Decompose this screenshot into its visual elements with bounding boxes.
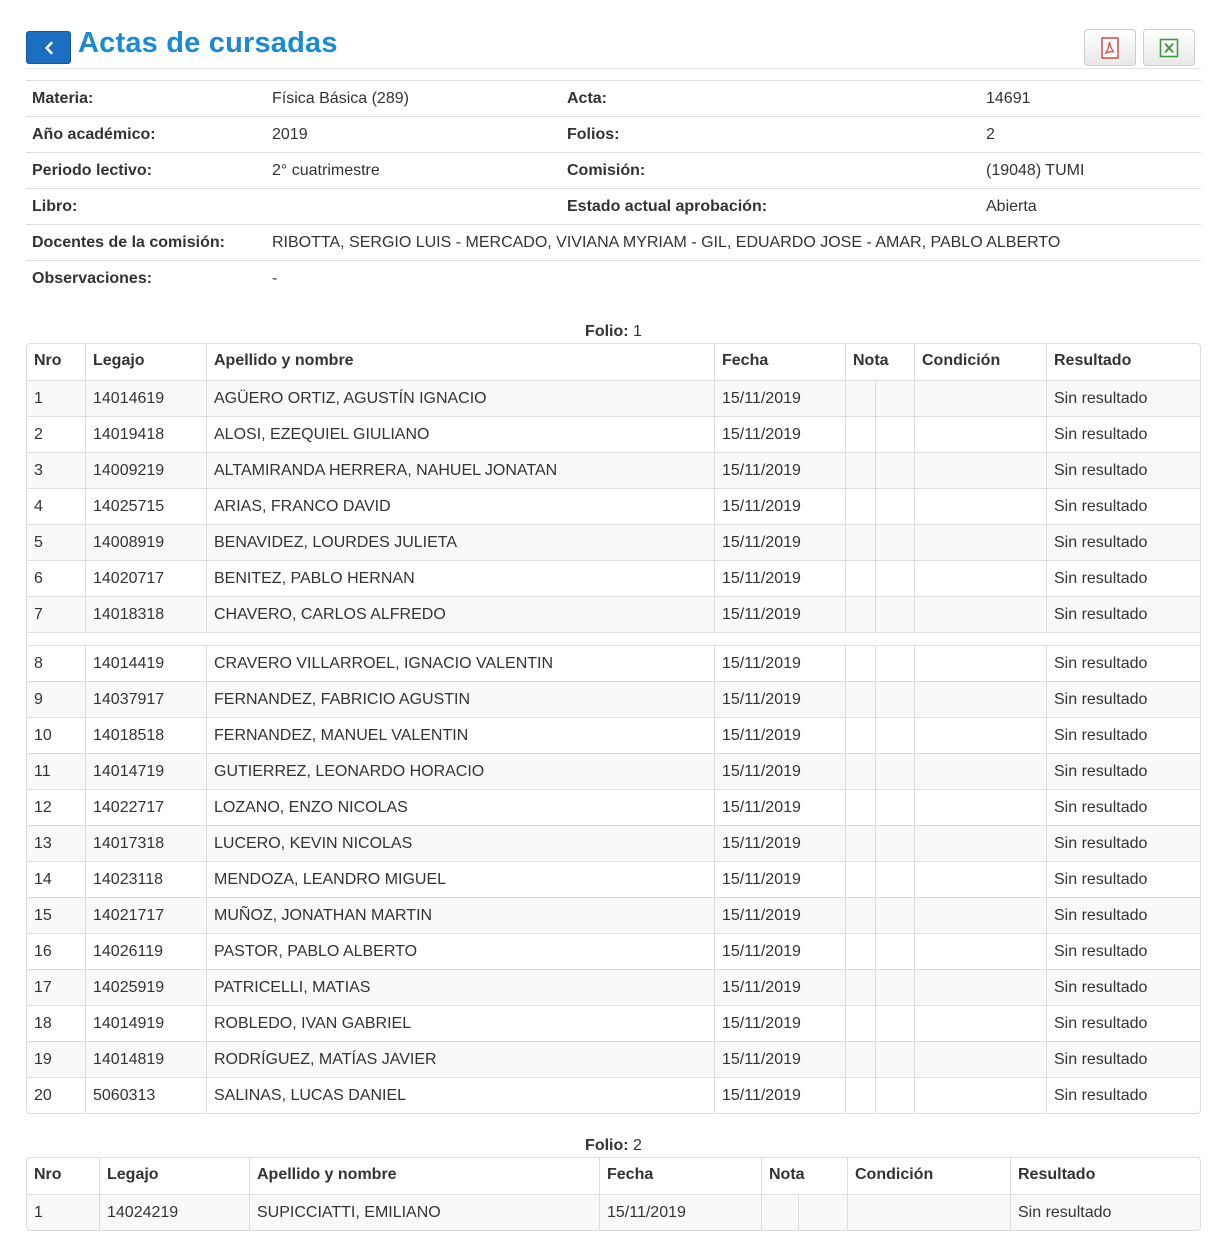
nota-subcell-divider <box>875 489 876 524</box>
cell-legajo: 5060313 <box>85 1078 206 1113</box>
cell-nota <box>845 489 914 524</box>
cell-nro: 1 <box>34 390 43 407</box>
cell-nota <box>845 970 914 1005</box>
folio-number: 2 <box>633 1137 642 1154</box>
table-row <box>27 488 1200 524</box>
cell-nro: 3 <box>34 462 43 479</box>
table-row <box>27 1005 1200 1041</box>
cell-nro: 16 <box>34 943 52 960</box>
comision-label: Comisión: <box>567 162 646 179</box>
cell-nro: 15 <box>34 907 52 924</box>
cell-nota <box>845 1042 914 1077</box>
cell-nro: 4 <box>34 498 43 515</box>
cell-nota <box>845 826 914 861</box>
folio-1-table <box>26 343 1201 1114</box>
cell-condicion <box>914 718 1046 753</box>
cell-nombre: CHAVERO, CARLOS ALFREDO <box>206 597 714 632</box>
table-row <box>27 861 1200 897</box>
cell-fecha: 15/11/2019 <box>714 1006 845 1041</box>
cell-nombre: PASTOR, PABLO ALBERTO <box>206 934 714 969</box>
nota-subcell-divider <box>875 381 876 416</box>
cell-condicion <box>914 862 1046 897</box>
cell-nombre: MENDOZA, LEANDRO MIGUEL <box>206 862 714 897</box>
cell-fecha: 15/11/2019 <box>714 525 845 560</box>
table-header-row <box>27 344 1200 380</box>
excel-file-icon <box>1159 38 1179 58</box>
cell-nombre: ARIAS, FRANCO DAVID <box>206 489 714 524</box>
nota-subcell-divider <box>875 898 876 933</box>
page-title: Actas de cursadas <box>78 27 338 59</box>
cell-condicion <box>914 934 1046 969</box>
cell-fecha: 15/11/2019 <box>714 790 845 825</box>
cell-nota <box>845 453 914 488</box>
cell-resultado: Sin resultado <box>1046 1006 1201 1041</box>
cell-resultado: Sin resultado <box>1046 934 1201 969</box>
cell-nota <box>845 1078 914 1113</box>
cell-nota <box>761 1195 847 1230</box>
cell-fecha: 15/11/2019 <box>714 970 845 1005</box>
cell-condicion <box>914 453 1046 488</box>
cell-legajo: 14019418 <box>85 417 206 452</box>
cell-resultado: Sin resultado <box>1046 597 1201 632</box>
cell-nro: 5 <box>34 534 43 551</box>
nota-subcell-divider <box>875 754 876 789</box>
cell-condicion <box>914 970 1046 1005</box>
cell-nota <box>845 417 914 452</box>
pdf-file-icon <box>1100 37 1120 59</box>
cell-resultado: Sin resultado <box>1046 718 1201 753</box>
nota-subcell-divider <box>875 1042 876 1077</box>
cell-resultado: Sin resultado <box>1046 754 1201 789</box>
table-gap <box>27 632 1200 645</box>
cell-nro: 18 <box>34 1015 52 1032</box>
cell-nota <box>845 646 914 681</box>
column-header-nota: Nota <box>761 1158 847 1194</box>
estado-label: Estado actual aprobación: <box>567 198 768 215</box>
cell-nro: 12 <box>34 799 52 816</box>
observaciones-label: Observaciones: <box>32 270 153 287</box>
info-row <box>26 117 1201 153</box>
page <box>26 0 1201 1221</box>
cell-resultado: Sin resultado <box>1046 970 1201 1005</box>
nota-subcell-divider <box>875 862 876 897</box>
folios-value: 2 <box>986 126 995 143</box>
cell-fecha: 15/11/2019 <box>714 754 845 789</box>
table-row <box>27 681 1200 717</box>
cell-nombre: LUCERO, KEVIN NICOLAS <box>206 826 714 861</box>
column-header-resultado: Resultado <box>1010 1158 1201 1194</box>
cell-condicion <box>914 826 1046 861</box>
cell-nombre: RODRÍGUEZ, MATÍAS JAVIER <box>206 1042 714 1077</box>
cell-nombre: ALOSI, EZEQUIEL GIULIANO <box>206 417 714 452</box>
info-row <box>26 81 1201 117</box>
cell-nota <box>845 597 914 632</box>
table-row <box>27 560 1200 596</box>
column-header-fecha: Fecha <box>599 1158 761 1194</box>
cell-fecha: 15/11/2019 <box>714 934 845 969</box>
cell-condicion <box>914 417 1046 452</box>
cell-legajo: 14020717 <box>85 561 206 596</box>
cell-nombre: BENAVIDEZ, LOURDES JULIETA <box>206 525 714 560</box>
cell-nombre: FERNANDEZ, FABRICIO AGUSTIN <box>206 682 714 717</box>
cell-resultado: Sin resultado <box>1046 453 1201 488</box>
nota-subcell-divider <box>875 1078 876 1113</box>
nota-subcell-divider <box>875 417 876 452</box>
cell-fecha: 15/11/2019 <box>714 489 845 524</box>
back-button[interactable] <box>26 31 71 64</box>
column-header-nota: Nota <box>845 344 914 380</box>
nota-subcell-divider <box>875 1006 876 1041</box>
cell-nro: 9 <box>34 691 43 708</box>
cell-nro: 14 <box>34 871 52 888</box>
column-header-legajo: Legajo <box>99 1158 249 1194</box>
table-row <box>27 933 1200 969</box>
cell-condicion <box>914 561 1046 596</box>
table-row <box>27 969 1200 1005</box>
cell-nota <box>845 381 914 416</box>
cell-nota <box>845 898 914 933</box>
folio-label: Folio: <box>585 1137 629 1154</box>
cell-resultado: Sin resultado <box>1046 417 1201 452</box>
comision-value: (19048) TUMI <box>986 162 1085 179</box>
cell-fecha: 15/11/2019 <box>714 561 845 596</box>
column-header-resultado: Resultado <box>1046 344 1201 380</box>
cell-nombre: ROBLEDO, IVAN GABRIEL <box>206 1006 714 1041</box>
cell-resultado: Sin resultado <box>1046 561 1201 596</box>
cell-legajo: 14009219 <box>85 453 206 488</box>
cell-nombre: PATRICELLI, MATIAS <box>206 970 714 1005</box>
table-row <box>27 897 1200 933</box>
cell-legajo: 14014619 <box>85 381 206 416</box>
cell-fecha: 15/11/2019 <box>714 718 845 753</box>
nota-subcell-divider <box>875 453 876 488</box>
nota-subcell-divider <box>875 790 876 825</box>
column-header-nombre: Apellido y nombre <box>249 1158 599 1194</box>
cell-nota <box>845 682 914 717</box>
materia-label: Materia: <box>32 90 94 107</box>
info-row <box>26 261 1201 296</box>
cell-resultado: Sin resultado <box>1046 1078 1201 1113</box>
cell-nota <box>845 934 914 969</box>
table-row <box>27 596 1200 632</box>
cell-nro: 2 <box>34 426 43 443</box>
cell-legajo: 14026119 <box>85 934 206 969</box>
cell-nombre: BENITEZ, PABLO HERNAN <box>206 561 714 596</box>
acta-label: Acta: <box>567 90 608 107</box>
cell-resultado: Sin resultado <box>1046 862 1201 897</box>
cell-fecha: 15/11/2019 <box>599 1195 761 1230</box>
table-row <box>27 717 1200 753</box>
cell-fecha: 15/11/2019 <box>714 682 845 717</box>
cell-nota <box>845 525 914 560</box>
cell-legajo: 14017318 <box>85 826 206 861</box>
cell-condicion <box>914 1006 1046 1041</box>
cell-nota <box>845 790 914 825</box>
cell-legajo: 14014719 <box>85 754 206 789</box>
cell-legajo: 14021717 <box>85 898 206 933</box>
cell-nota <box>845 1006 914 1041</box>
cell-nro: 6 <box>34 570 43 587</box>
folio-2-title <box>26 1137 1201 1155</box>
cell-nro: 19 <box>34 1051 52 1068</box>
column-header-legajo: Legajo <box>85 344 206 380</box>
cell-resultado: Sin resultado <box>1046 489 1201 524</box>
cell-resultado: Sin resultado <box>1046 381 1201 416</box>
nota-subcell-divider <box>875 646 876 681</box>
nota-subcell-divider <box>875 597 876 632</box>
cell-legajo: 14025919 <box>85 970 206 1005</box>
folio-1-title <box>26 323 1201 341</box>
cell-nota <box>845 561 914 596</box>
cell-resultado: Sin resultado <box>1046 525 1201 560</box>
table-row <box>27 789 1200 825</box>
nota-subcell-divider <box>875 525 876 560</box>
nota-subcell-divider <box>875 682 876 717</box>
cell-resultado: Sin resultado <box>1046 790 1201 825</box>
cell-nombre: AGÜERO ORTIZ, AGUSTÍN IGNACIO <box>206 381 714 416</box>
cell-nombre: ALTAMIRANDA HERRERA, NAHUEL JONATAN <box>206 453 714 488</box>
cell-nro: 7 <box>34 606 43 623</box>
libro-label: Libro: <box>32 198 78 215</box>
info-row <box>26 153 1201 189</box>
cell-nombre: SALINAS, LUCAS DANIEL <box>206 1078 714 1113</box>
cell-nro: 20 <box>34 1087 52 1104</box>
cell-condicion <box>914 898 1046 933</box>
table-row <box>27 524 1200 560</box>
info-row <box>26 225 1201 261</box>
table-row <box>27 1041 1200 1077</box>
nota-subcell-divider <box>875 970 876 1005</box>
folio-label: Folio: <box>585 323 629 340</box>
cell-legajo: 14014419 <box>85 646 206 681</box>
info-row <box>26 189 1201 225</box>
cell-legajo: 14008919 <box>85 525 206 560</box>
cell-fecha: 15/11/2019 <box>714 381 845 416</box>
cell-fecha: 15/11/2019 <box>714 597 845 632</box>
cell-nota <box>845 862 914 897</box>
page-header <box>26 0 1201 69</box>
cell-nro: 8 <box>34 655 43 672</box>
cell-nro: 10 <box>34 727 52 744</box>
folio-number: 1 <box>633 323 642 340</box>
anio-value: 2019 <box>272 126 308 143</box>
cell-condicion <box>847 1195 1010 1230</box>
cell-nota <box>845 718 914 753</box>
table-row <box>27 416 1200 452</box>
table-row <box>27 753 1200 789</box>
cell-resultado: Sin resultado <box>1046 646 1201 681</box>
table-row <box>27 452 1200 488</box>
nota-subcell-divider <box>875 934 876 969</box>
materia-value: Física Básica (289) <box>272 90 409 107</box>
cell-fecha: 15/11/2019 <box>714 898 845 933</box>
cell-resultado: Sin resultado <box>1046 1042 1201 1077</box>
column-header-nro: Nro <box>34 352 62 369</box>
nota-subcell-divider <box>875 718 876 753</box>
column-header-nro: Nro <box>34 1166 62 1183</box>
acta-info <box>26 80 1201 296</box>
nota-subcell-divider <box>798 1195 799 1230</box>
cell-legajo: 14014819 <box>85 1042 206 1077</box>
cell-legajo: 14024219 <box>99 1195 249 1230</box>
cell-legajo: 14018518 <box>85 718 206 753</box>
cell-resultado: Sin resultado <box>1010 1195 1201 1230</box>
cell-nota <box>845 754 914 789</box>
cell-condicion <box>914 1078 1046 1113</box>
cell-resultado: Sin resultado <box>1046 682 1201 717</box>
table-row <box>27 1194 1200 1230</box>
folio-2-table <box>26 1157 1201 1231</box>
estado-value: Abierta <box>986 198 1037 215</box>
cell-nombre: FERNANDEZ, MANUEL VALENTIN <box>206 718 714 753</box>
cell-fecha: 15/11/2019 <box>714 646 845 681</box>
cell-fecha: 15/11/2019 <box>714 1078 845 1113</box>
cell-condicion <box>914 525 1046 560</box>
cell-condicion <box>914 646 1046 681</box>
cell-condicion <box>914 682 1046 717</box>
nota-subcell-divider <box>875 561 876 596</box>
cell-fecha: 15/11/2019 <box>714 417 845 452</box>
acta-value: 14691 <box>986 90 1031 107</box>
table-row <box>27 825 1200 861</box>
periodo-label: Periodo lectivo: <box>32 162 153 179</box>
table-row <box>27 645 1200 681</box>
folios-label: Folios: <box>567 126 620 143</box>
column-header-fecha: Fecha <box>714 344 845 380</box>
cell-legajo: 14022717 <box>85 790 206 825</box>
export-pdf-button[interactable] <box>1084 29 1136 66</box>
cell-condicion <box>914 381 1046 416</box>
cell-fecha: 15/11/2019 <box>714 826 845 861</box>
cell-fecha: 15/11/2019 <box>714 453 845 488</box>
cell-nro: 11 <box>34 763 51 780</box>
cell-condicion <box>914 1042 1046 1077</box>
cell-resultado: Sin resultado <box>1046 898 1201 933</box>
cell-nro: 17 <box>34 979 52 996</box>
cell-legajo: 14023118 <box>85 862 206 897</box>
column-header-condicion: Condición <box>847 1158 1010 1194</box>
docentes-value: RIBOTTA, SERGIO LUIS - MERCADO, VIVIANA MYRIAM - GIL, EDUARDO JOSE - AMAR, PABLO ALBERTO <box>272 234 1061 251</box>
cell-nombre: GUTIERREZ, LEONARDO HORACIO <box>206 754 714 789</box>
nota-subcell-divider <box>875 826 876 861</box>
cell-nro: 13 <box>34 835 52 852</box>
cell-legajo: 14025715 <box>85 489 206 524</box>
cell-nombre: LOZANO, ENZO NICOLAS <box>206 790 714 825</box>
cell-nombre: CRAVERO VILLARROEL, IGNACIO VALENTIN <box>206 646 714 681</box>
cell-nombre: MUÑOZ, JONATHAN MARTIN <box>206 898 714 933</box>
cell-nro: 1 <box>34 1204 43 1221</box>
observaciones-value: - <box>272 270 278 287</box>
column-header-condicion: Condición <box>914 344 1046 380</box>
chevron-left-icon <box>43 41 55 55</box>
cell-legajo: 14037917 <box>85 682 206 717</box>
cell-condicion <box>914 754 1046 789</box>
cell-legajo: 14018318 <box>85 597 206 632</box>
cell-fecha: 15/11/2019 <box>714 1042 845 1077</box>
cell-condicion <box>914 597 1046 632</box>
table-row <box>27 380 1200 416</box>
table-header-row <box>27 1158 1200 1194</box>
periodo-value: 2° cuatrimestre <box>272 162 380 179</box>
cell-fecha: 15/11/2019 <box>714 862 845 897</box>
cell-resultado: Sin resultado <box>1046 826 1201 861</box>
table-row <box>27 1077 1200 1113</box>
cell-condicion <box>914 489 1046 524</box>
cell-condicion <box>914 790 1046 825</box>
cell-nombre: SUPICCIATTI, EMILIANO <box>249 1195 599 1230</box>
anio-label: Año académico: <box>32 126 156 143</box>
cell-legajo: 14014919 <box>85 1006 206 1041</box>
export-excel-button[interactable] <box>1143 29 1195 66</box>
column-header-nombre: Apellido y nombre <box>206 344 714 380</box>
docentes-label: Docentes de la comisión: <box>32 234 225 251</box>
